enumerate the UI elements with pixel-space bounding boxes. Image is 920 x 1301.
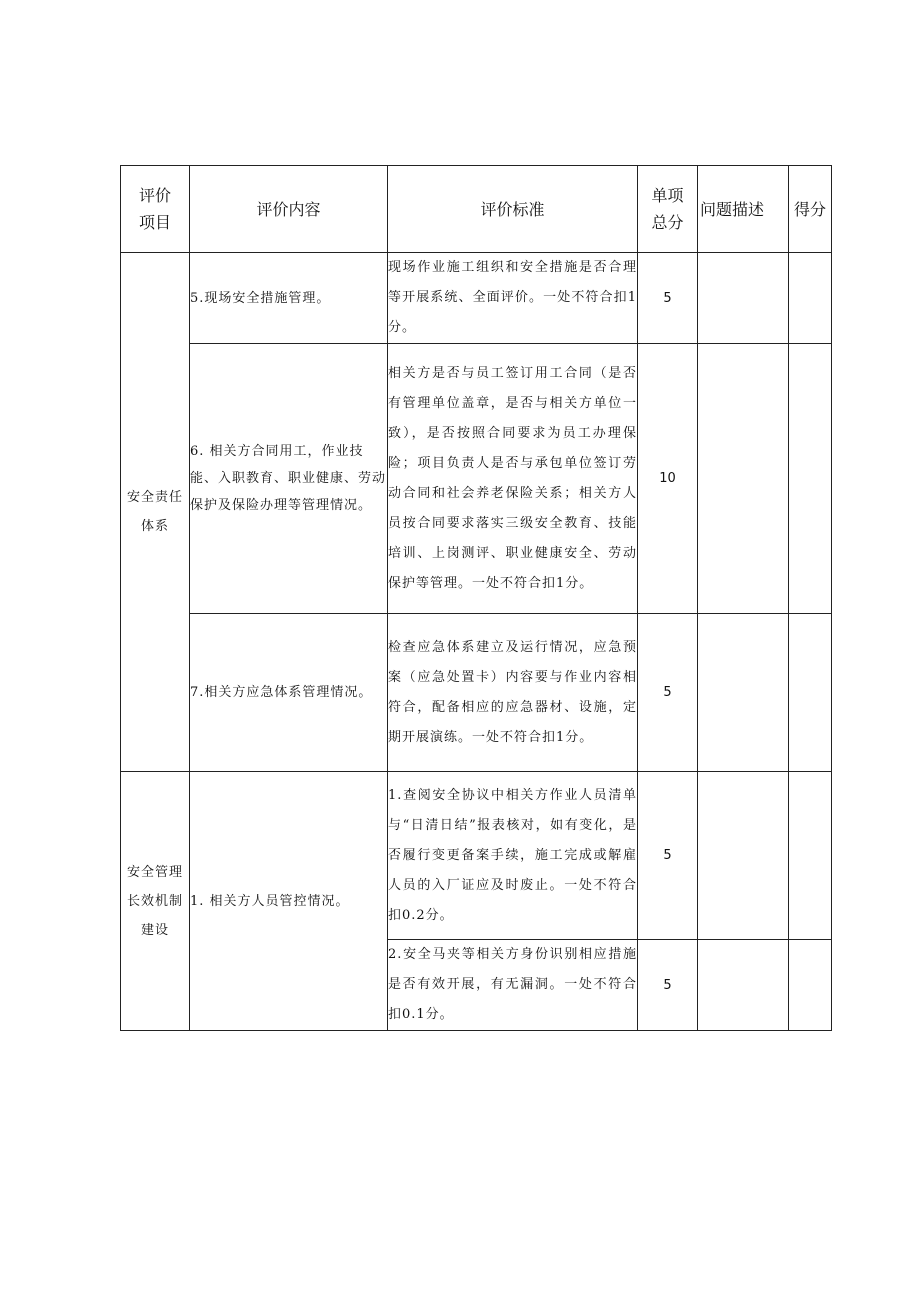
score-cell: 5 xyxy=(638,940,698,1031)
issue-cell[interactable] xyxy=(698,614,789,772)
category-cell: 安全责任体系 xyxy=(121,253,190,772)
issue-cell[interactable] xyxy=(698,344,789,614)
issue-cell[interactable] xyxy=(698,253,789,344)
points-cell[interactable] xyxy=(789,614,832,772)
content-cell: 7.相关方应急体系管理情况。 xyxy=(190,614,388,772)
content-cell: 6. 相关方合同用工，作业技能、入职教育、职业健康、劳动保护及保险办理等管理情况。 xyxy=(190,344,388,614)
score-cell: 5 xyxy=(638,253,698,344)
header-issue: 问题描述 xyxy=(698,166,789,253)
score-cell: 5 xyxy=(638,772,698,940)
table-row xyxy=(121,772,832,940)
header-points: 得分 xyxy=(789,166,832,253)
score-cell: 10 xyxy=(638,344,698,614)
table-row xyxy=(121,614,832,772)
header-standard: 评价标准 xyxy=(388,166,638,253)
standard-cell: 2.安全马夹等相关方身份识别相应措施是否有效开展，有无漏洞。一处不符合扣0.1分。 xyxy=(388,940,638,1031)
category-cell: 安全管理长效机制建设 xyxy=(121,772,190,1031)
issue-cell[interactable] xyxy=(698,772,789,940)
header-item: 评价项目 xyxy=(121,166,190,253)
table-row xyxy=(121,253,832,344)
points-cell[interactable] xyxy=(789,253,832,344)
content-cell: 1. 相关方人员管控情况。 xyxy=(190,772,388,1031)
standard-cell: 相关方是否与员工签订用工合同（是否有管理单位盖章，是否与相关方单位一致），是否按照合同要求为员工办理保险；项目负责人是否与承包单位签订劳动合同和社会养老保险关系；相关方人员按合同要求落实三级安全教育、技能培训、上岗测评、职业健康安全、劳动保护等管理。一处不符合扣1分。 xyxy=(388,344,638,614)
standard-cell: 现场作业施工组织和安全措施是否合理等开展系统、全面评价。一处不符合扣1分。 xyxy=(388,253,638,344)
header-score: 单项总分 xyxy=(638,166,698,253)
evaluation-table xyxy=(120,165,832,1031)
header-content: 评价内容 xyxy=(190,166,388,253)
content-cell: 5.现场安全措施管理。 xyxy=(190,253,388,344)
standard-cell: 检查应急体系建立及运行情况，应急预案（应急处置卡）内容要与作业内容相符合，配备相应的应急器材、设施，定期开展演练。一处不符合扣1分。 xyxy=(388,614,638,772)
standard-cell: 1.查阅安全协议中相关方作业人员清单与“日清日结”报表核对，如有变化，是否履行变更备案手续，施工完成或解雇人员的入厂证应及时废止。一处不符合扣0.2分。 xyxy=(388,772,638,940)
score-cell: 5 xyxy=(638,614,698,772)
table-row xyxy=(121,344,832,614)
points-cell[interactable] xyxy=(789,344,832,614)
header-row xyxy=(121,166,832,253)
points-cell[interactable] xyxy=(789,772,832,940)
points-cell[interactable] xyxy=(789,940,832,1031)
issue-cell[interactable] xyxy=(698,940,789,1031)
